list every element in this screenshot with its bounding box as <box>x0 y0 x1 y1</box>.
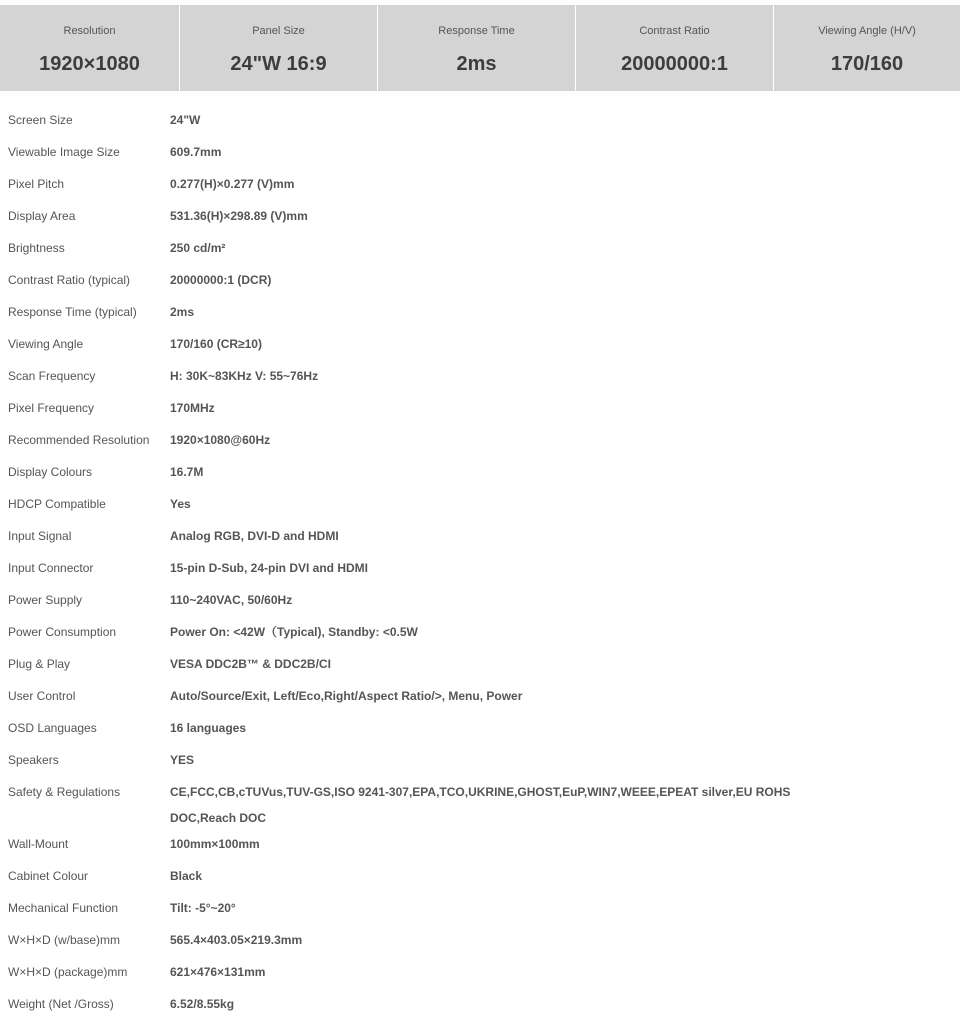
spec-row <box>0 747 960 779</box>
spec-value: 16.7M <box>170 465 204 479</box>
summary-label: Contrast Ratio <box>639 25 710 37</box>
spec-label: Viewing Angle <box>8 337 84 351</box>
spec-value: 110~240VAC, 50/60Hz <box>170 593 293 607</box>
spec-value: Tilt: -5°~20° <box>170 901 236 915</box>
summary-label: Resolution <box>63 25 116 37</box>
spec-value: 565.4×403.05×219.3mm <box>170 933 303 947</box>
spec-row <box>0 651 960 683</box>
spec-label: W×H×D (package)mm <box>8 965 128 979</box>
spec-row <box>0 991 960 1023</box>
spec-value: YES <box>170 753 195 767</box>
summary-value: 20000000:1 <box>621 53 728 75</box>
spec-value: 6.52/8.55kg <box>170 997 235 1011</box>
spec-value: Power On: <42W（Typical), Standby: <0.5W <box>170 625 418 639</box>
spec-row <box>0 331 960 363</box>
spec-value: 15-pin D-Sub, 24-pin DVI and HDMI <box>170 561 369 575</box>
spec-row <box>0 555 960 587</box>
spec-value: 531.36(H)×298.89 (V)mm <box>170 209 308 223</box>
spec-value: 0.277(H)×0.277 (V)mm <box>170 177 295 191</box>
spec-row <box>0 459 960 491</box>
spec-row <box>0 491 960 523</box>
spec-row <box>0 779 960 831</box>
spec-row <box>0 395 960 427</box>
spec-label: Mechanical Function <box>8 901 119 915</box>
spec-value: 170MHz <box>170 401 215 415</box>
spec-value: 1920×1080@60Hz <box>170 433 271 447</box>
summary-value: 1920×1080 <box>39 53 140 75</box>
summary-label: Panel Size <box>252 25 305 37</box>
spec-label: Brightness <box>8 241 65 255</box>
spec-label: OSD Languages <box>8 721 97 735</box>
spec-label: Recommended Resolution <box>8 433 150 447</box>
spec-row <box>0 959 960 991</box>
spec-row <box>0 235 960 267</box>
spec-label: Contrast Ratio (typical) <box>8 273 131 287</box>
summary-viewing-angle <box>774 5 960 91</box>
summary-value: 2ms <box>456 53 497 75</box>
spec-row <box>0 427 960 459</box>
spec-table <box>0 107 960 1023</box>
spec-label: Display Area <box>8 209 76 223</box>
spec-value: 24"W <box>170 113 201 127</box>
spec-row <box>0 107 960 139</box>
summary-header <box>0 5 960 91</box>
spec-value: 621×476×131mm <box>170 965 266 979</box>
spec-value: 100mm×100mm <box>170 837 260 851</box>
spec-row <box>0 683 960 715</box>
spec-label: Input Signal <box>8 529 72 543</box>
summary-contrast-ratio <box>576 5 774 91</box>
spec-row <box>0 863 960 895</box>
spec-row <box>0 523 960 555</box>
spec-value: 16 languages <box>170 721 247 735</box>
spec-value: 20000000:1 (DCR) <box>170 273 272 287</box>
spec-row <box>0 587 960 619</box>
summary-label: Viewing Angle (H/V) <box>818 25 916 37</box>
spec-label: Pixel Pitch <box>8 177 65 191</box>
spec-row <box>0 927 960 959</box>
spec-value: VESA DDC2B™ & DDC2B/CI <box>170 657 331 671</box>
spec-row <box>0 715 960 747</box>
spec-value: 250 cd/m² <box>170 241 226 255</box>
spec-row <box>0 363 960 395</box>
spec-row <box>0 895 960 927</box>
spec-label: Wall-Mount <box>8 837 69 851</box>
spec-row <box>0 203 960 235</box>
spec-label: Response Time (typical) <box>8 305 137 319</box>
summary-response-time <box>378 5 576 91</box>
spec-row <box>0 299 960 331</box>
spec-label: Display Colours <box>8 465 93 479</box>
spec-row <box>0 171 960 203</box>
summary-value: 24"W 16:9 <box>230 53 327 75</box>
summary-value: 170/160 <box>830 53 904 75</box>
spec-label: Scan Frequency <box>8 369 96 383</box>
spec-value: Black <box>170 869 203 883</box>
spec-label: Safety & Regulations <box>8 785 121 799</box>
summary-resolution <box>0 5 180 91</box>
spec-label: Cabinet Colour <box>8 869 89 883</box>
spec-label: Screen Size <box>8 113 73 127</box>
spec-label: Plug & Play <box>8 657 71 671</box>
spec-row <box>0 267 960 299</box>
spec-value: 170/160 (CR≥10) <box>170 337 262 351</box>
spec-label: Viewable Image Size <box>8 145 120 159</box>
spec-label: Input Connector <box>8 561 94 575</box>
spec-label: Power Consumption <box>8 625 117 639</box>
spec-label: Weight (Net /Gross) <box>8 997 114 1011</box>
spec-value: H: 30K~83KHz V: 55~76Hz <box>170 369 319 383</box>
spec-value: Analog RGB, DVI-D and HDMI <box>170 529 339 543</box>
spec-label: User Control <box>8 689 76 703</box>
spec-label: Power Supply <box>8 593 83 607</box>
spec-value: CE,FCC,CB,cTUVus,TUV-GS,ISO 9241-307,EPA,TCO,UKRINE,GHOST,EuP,WIN7,WEEE,EPEAT silver,EU ROHS DOC,Reach DOC <box>170 785 791 825</box>
spec-value: 2ms <box>170 305 195 319</box>
spec-label: HDCP Compatible <box>8 497 106 511</box>
spec-row <box>0 619 960 651</box>
spec-label: W×H×D (w/base)mm <box>8 933 121 947</box>
spec-row <box>0 139 960 171</box>
spec-value: Auto/Source/Exit, Left/Eco,Right/Aspect Ratio/>, Menu, Power <box>170 689 523 703</box>
spec-row <box>0 831 960 863</box>
summary-label: Response Time <box>438 25 515 37</box>
summary-panel-size <box>180 5 378 91</box>
spec-value: Yes <box>170 497 191 511</box>
spec-label: Speakers <box>8 753 59 767</box>
spec-value: 609.7mm <box>170 145 222 159</box>
spec-label: Pixel Frequency <box>8 401 95 415</box>
